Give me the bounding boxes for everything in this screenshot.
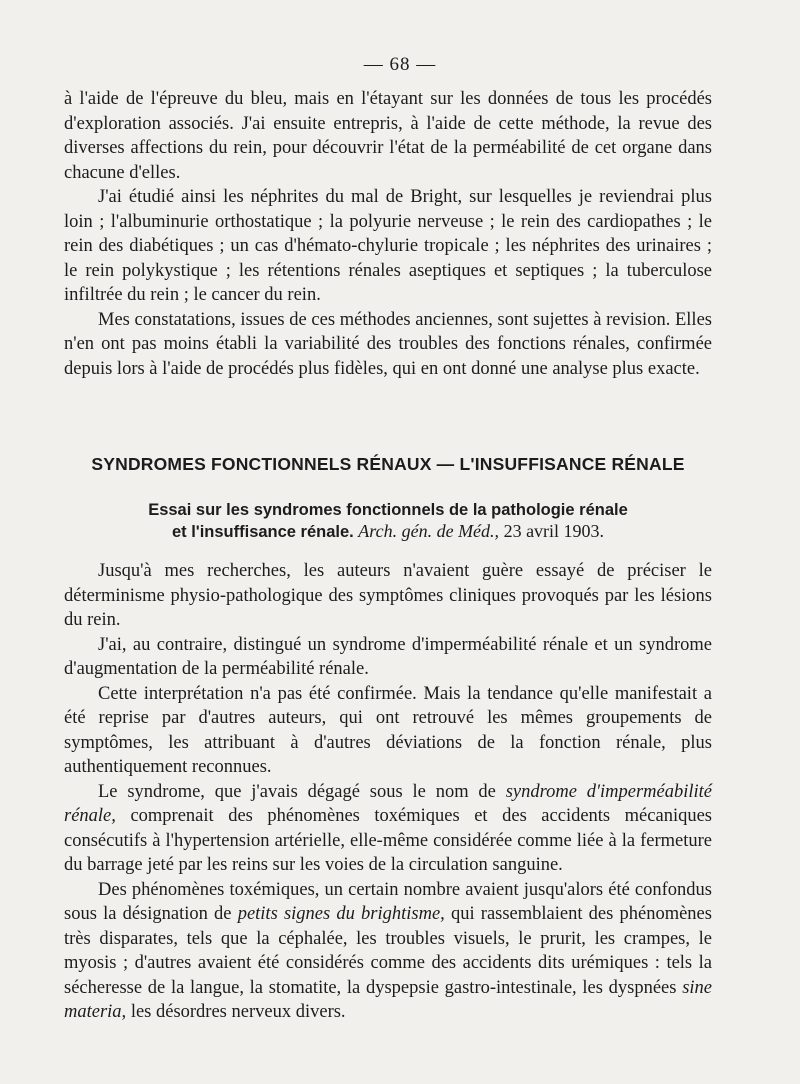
paragraph: J'ai étudié ainsi les néphrites du mal de Bright, sur lesquelles je reviendrai plus loin ; l'albuminurie orthostatique ; la polyurie nerveuse ; le rein des cardiopathes ; le rein des diabétiques ; un cas d'hémato-chylurie tropicale ; les néphrites des urinaires ; le rein polykystique ; les rétentions rénales aseptiques et septiques ; la tuberculose infiltrée du rein ; le cancer du rein. — [64, 187, 712, 305]
text-run: les désordres nerveux divers. — [130, 1002, 346, 1022]
text-run: comprenait des phénomènes toxémiques et des accidents mécaniques consécutifs à l'hypertension artérielle, elle-même considérée comme liée à la fermeture du barrage jeté par les reins sur les voies de la circulation sanguine. — [64, 806, 712, 875]
article-title-line2-text: et l'insuffisance rénale. — [171, 523, 354, 541]
paragraph: Cette interprétation n'a pas été confirmée. Mais la tendance qu'elle manifestait a été reprise par d'autres auteurs, qui ont retrouvé les mêmes groupements de symptômes, les attribuant à d'autres déviations de la fonction rénale, plus authentiquement reconnues. — [64, 683, 712, 777]
text-run: Le syndrome, que j'avais dégagé sous le nom de — [98, 781, 496, 802]
paragraph: Mes constatations, issues de ces méthodes anciennes, sont sujettes à revision. Elles n'en ont pas moins établi la variabilité des troubles des fonctions rénales, confirmée depuis lors à l'aide de procédés plus fidèles, qui en ont donné une analyse plus exacte. — [64, 309, 712, 379]
paragraph: à l'aide de l'épreuve du bleu, mais en l'étayant sur les données de tous les procédés d'exploration associés. J'ai ensuite entrepris, à l'aide de cette méthode, la revue des diverses affections du rein, pour découvrir l'état de la perméabilité de cet organe dans chacune d'elles. — [64, 89, 712, 183]
paragraph: Jusqu'à mes recherches, les auteurs n'avaient guère essayé de préciser le déterminisme physio-pathologique des symptômes cliniques provoqués par les lésions du rein. — [64, 561, 712, 630]
emphasis: petits signes du brightisme, — [237, 904, 445, 924]
section-heading: SYNDROMES FONCTIONNELS RÉNAUX — L'INSUFFISANCE RÉNALE — [91, 454, 685, 474]
article-title-line1: Essai sur les syndromes fonctionnels de la pathologie rénale — [148, 501, 628, 519]
article-body — [64, 559, 712, 1025]
paragraph — [64, 878, 712, 1025]
page-number: — 68 — — [363, 54, 437, 75]
emphasis: syndrome d'imperméabilité rénale, — [64, 781, 712, 826]
intro-text — [64, 87, 712, 381]
article-title-line2 — [64, 521, 712, 543]
text-run: Des phénomènes toxémiques, un certain nombre avaient jusqu'alors été confondus sous la désignation de — [64, 879, 712, 924]
paragraph: J'ai, au contraire, distingué un syndrome d'imperméabilité rénale et un syndrome d'augmentation de la perméabilité rénale. — [64, 634, 712, 679]
article-title — [64, 500, 712, 543]
article-citation-date: 23 avril 1903. — [503, 521, 605, 541]
emphasis: sine materia, — [64, 977, 713, 1022]
paragraph — [64, 780, 712, 878]
article-citation-journal: Arch. gén. de Méd., — [358, 521, 500, 541]
text-run: qui rassemblaient des phénomènes très disparates, tels que la céphalée, les troubles visuels, le prurit, les crampes, le myosis ; d'autres avaient été considérés comme des accidents dits urémiques : tels la sécheresse de la langue, la stomatite, la dyspepsie gastro-intestinale, les dyspnées — [64, 904, 712, 998]
